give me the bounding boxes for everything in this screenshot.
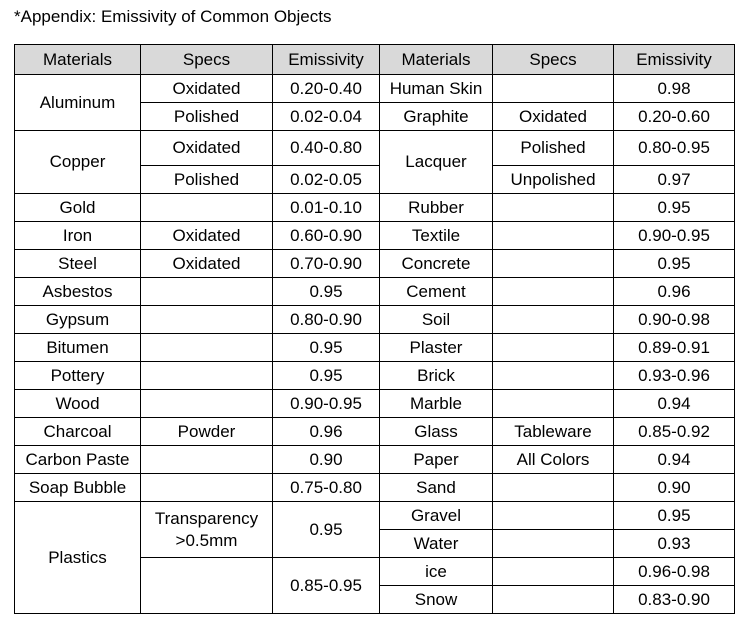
spec-cell: Oxidated [493,103,614,131]
emissivity-cell: 0.95 [273,362,380,390]
table-row [15,131,735,166]
spec-cell: Oxidated [141,222,273,250]
emissivity-table [14,44,735,614]
header-specs-left: Specs [141,45,273,75]
spec-cell [493,474,614,502]
spec-cell [141,390,273,418]
table-row [15,474,735,502]
table-row [15,418,735,446]
table-row [15,194,735,222]
spec-cell [493,306,614,334]
spec-cell [141,334,273,362]
material-cell: Gravel [380,502,493,530]
spec-cell: All Colors [493,446,614,474]
table-row [15,390,735,418]
emissivity-cell: 0.95 [273,278,380,306]
material-cell: Copper [15,131,141,194]
material-cell: Soap Bubble [15,474,141,502]
emissivity-cell: 0.90 [614,474,735,502]
material-cell: Steel [15,250,141,278]
table-row [15,502,735,530]
emissivity-cell: 0.95 [614,250,735,278]
spec-cell [493,530,614,558]
spec-cell: Oxidated [141,131,273,166]
header-emissivity-right: Emissivity [614,45,735,75]
spec-line: >0.5mm [175,530,238,550]
emissivity-cell: 0.90-0.98 [614,306,735,334]
table-row [15,362,735,390]
spec-cell [141,446,273,474]
material-cell: Gypsum [15,306,141,334]
material-cell: Charcoal [15,418,141,446]
emissivity-cell: 0.75-0.80 [273,474,380,502]
spec-cell [141,194,273,222]
material-cell: Bitumen [15,334,141,362]
material-cell: Asbestos [15,278,141,306]
emissivity-cell: 0.83-0.90 [614,586,735,614]
emissivity-cell: 0.95 [273,502,380,558]
emissivity-cell: 0.96 [614,278,735,306]
spec-cell [493,558,614,586]
spec-cell: Unpolished [493,166,614,194]
header-specs-right: Specs [493,45,614,75]
spec-cell: Polished [493,131,614,166]
material-cell: Marble [380,390,493,418]
emissivity-cell: 0.95 [614,502,735,530]
emissivity-cell: 0.90 [273,446,380,474]
emissivity-cell: 0.94 [614,446,735,474]
emissivity-cell: 0.60-0.90 [273,222,380,250]
spec-cell [141,502,273,558]
spec-cell [493,390,614,418]
emissivity-cell: 0.89-0.91 [614,334,735,362]
emissivity-cell: 0.70-0.90 [273,250,380,278]
table-row [15,222,735,250]
material-cell: Plaster [380,334,493,362]
material-cell: Graphite [380,103,493,131]
appendix-title: *Appendix: Emissivity of Common Objects [14,7,332,26]
emissivity-cell: 0.93 [614,530,735,558]
header-materials-left: Materials [15,45,141,75]
material-cell: Soil [380,306,493,334]
emissivity-cell: 0.80-0.95 [614,131,735,166]
header-row [15,45,735,75]
spec-cell [493,362,614,390]
material-cell: Brick [380,362,493,390]
spec-cell [141,278,273,306]
emissivity-cell: 0.40-0.80 [273,131,380,166]
emissivity-cell: 0.95 [273,334,380,362]
header-emissivity-left: Emissivity [273,45,380,75]
material-cell: Gold [15,194,141,222]
material-cell: Snow [380,586,493,614]
spec-cell [493,250,614,278]
material-cell: Cement [380,278,493,306]
emissivity-cell: 0.01-0.10 [273,194,380,222]
spec-cell [493,278,614,306]
spec-cell: Polished [141,166,273,194]
emissivity-cell: 0.90-0.95 [273,390,380,418]
spec-cell [141,474,273,502]
material-cell: Concrete [380,250,493,278]
table-row [15,306,735,334]
material-cell: Plastics [15,502,141,614]
emissivity-cell: 0.80-0.90 [273,306,380,334]
spec-line: Transparency [154,508,259,528]
material-cell: Pottery [15,362,141,390]
emissivity-cell: 0.98 [614,75,735,103]
emissivity-cell: 0.20-0.40 [273,75,380,103]
spec-cell [493,502,614,530]
emissivity-cell: 0.96 [273,418,380,446]
emissivity-cell: 0.85-0.92 [614,418,735,446]
spec-cell [141,306,273,334]
emissivity-cell: 0.90-0.95 [614,222,735,250]
emissivity-cell: 0.97 [614,166,735,194]
spec-cell: Oxidated [141,75,273,103]
spec-cell: Oxidated [141,250,273,278]
material-cell: ice [380,558,493,586]
table-row [15,334,735,362]
table-row [15,278,735,306]
material-cell: Iron [15,222,141,250]
emissivity-cell: 0.85-0.95 [273,558,380,614]
table-row [15,75,735,103]
spec-cell [493,334,614,362]
spec-cell: Tableware [493,418,614,446]
material-cell: Rubber [380,194,493,222]
spec-cell [141,362,273,390]
emissivity-cell: 0.94 [614,390,735,418]
header-materials-right: Materials [380,45,493,75]
emissivity-cell: 0.96-0.98 [614,558,735,586]
spec-cell [493,194,614,222]
material-cell: Sand [380,474,493,502]
spec-cell [493,222,614,250]
emissivity-cell: 0.95 [614,194,735,222]
table-row [15,446,735,474]
spec-cell: Powder [141,418,273,446]
spec-cell [493,586,614,614]
spec-cell [141,558,273,614]
material-cell: Paper [380,446,493,474]
material-cell: Human Skin [380,75,493,103]
emissivity-cell: 0.02-0.05 [273,166,380,194]
material-cell: Lacquer [380,131,493,194]
material-cell: Aluminum [15,75,141,131]
spec-cell: Polished [141,103,273,131]
emissivity-cell: 0.02-0.04 [273,103,380,131]
material-cell: Wood [15,390,141,418]
material-cell: Textile [380,222,493,250]
spec-cell [493,75,614,103]
table-row [15,250,735,278]
emissivity-cell: 0.93-0.96 [614,362,735,390]
emissivity-cell: 0.20-0.60 [614,103,735,131]
material-cell: Glass [380,418,493,446]
material-cell: Carbon Paste [15,446,141,474]
material-cell: Water [380,530,493,558]
